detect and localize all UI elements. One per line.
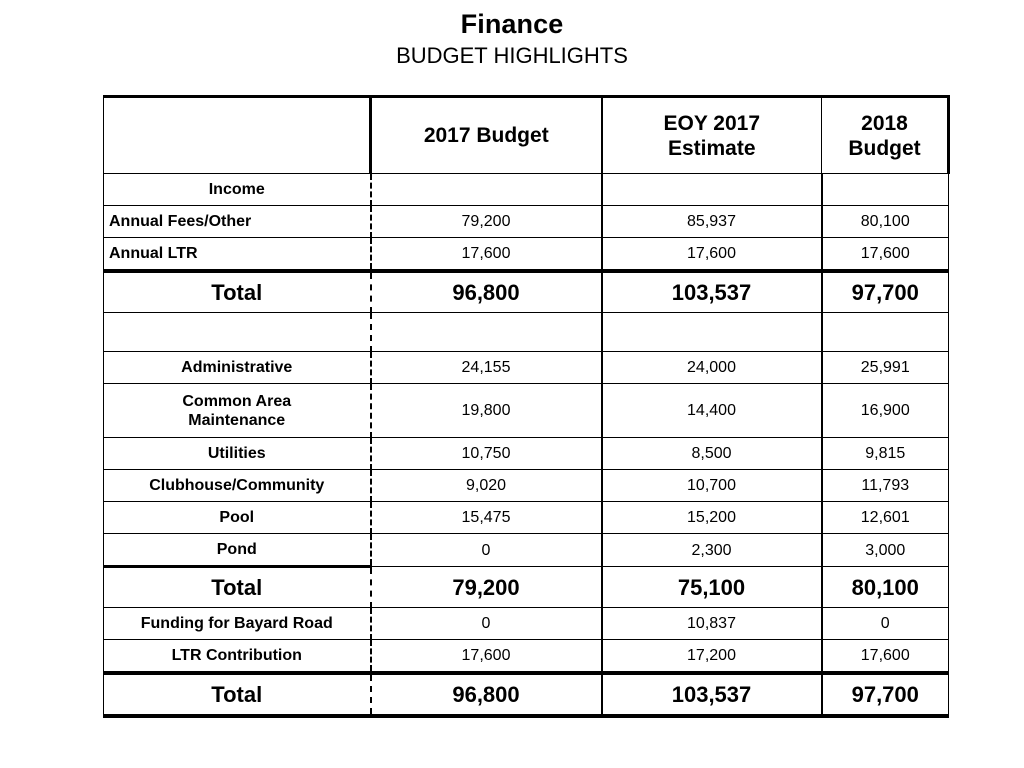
header-2018-line1: 2018: [861, 111, 908, 135]
cell-income-2017-budget: [371, 174, 602, 206]
cell-common-area-maintenance-2017-budget: 19,800: [371, 384, 602, 438]
page-title: Finance: [460, 9, 564, 39]
cell-funding-bayard-road-2018-budget: 0: [822, 608, 949, 640]
row-label-common-area-line2: Maintenance: [188, 411, 286, 429]
cell-utilities-2018-budget: 9,815: [822, 438, 949, 470]
cell-utilities-eoy-estimate: 8,500: [602, 438, 822, 470]
row-label-grand-total: Total: [104, 673, 371, 716]
cell-grand-total-eoy-estimate: 103,537: [602, 673, 822, 716]
header-2018-line2: Budget: [848, 136, 921, 160]
table-row-pond: [104, 534, 949, 567]
header-cell-corner: [104, 97, 371, 174]
cell-annual-fees-other-2018-budget: 80,100: [822, 206, 949, 238]
table-row-income-total: [104, 271, 949, 313]
row-label-administrative: Administrative: [104, 352, 371, 384]
table-header: [104, 97, 949, 174]
row-label-spacer: [104, 313, 371, 352]
cell-income-total-2017-budget: 96,800: [371, 271, 602, 313]
row-label-funding-bayard-road: Funding for Bayard Road: [104, 608, 371, 640]
cell-annual-ltr-2018-budget: 17,600: [822, 238, 949, 272]
header-cell-eoy-2017-estimate: [602, 97, 822, 174]
row-label-ltr-contribution: LTR Contribution: [104, 640, 371, 674]
cell-common-area-maintenance-eoy-estimate: 14,400: [602, 384, 822, 438]
table-body: [104, 174, 949, 717]
cell-income-eoy-estimate: [602, 174, 822, 206]
row-label-clubhouse-community: Clubhouse/Community: [104, 470, 371, 502]
cell-income-total-eoy-estimate: 103,537: [602, 271, 822, 313]
row-label-utilities: Utilities: [104, 438, 371, 470]
header-cell-2018-budget: [822, 97, 949, 174]
row-label-annual-fees-other: Annual Fees/Other: [104, 206, 371, 238]
cell-clubhouse-community-eoy-estimate: 10,700: [602, 470, 822, 502]
row-label-annual-ltr: Annual LTR: [104, 238, 371, 272]
cell-pool-eoy-estimate: 15,200: [602, 502, 822, 534]
cell-annual-ltr-2017-budget: 17,600: [371, 238, 602, 272]
cell-administrative-2017-budget: 24,155: [371, 352, 602, 384]
cell-funding-bayard-road-2017-budget: 0: [371, 608, 602, 640]
cell-annual-ltr-eoy-estimate: 17,600: [602, 238, 822, 272]
row-label-income: Income: [104, 174, 371, 206]
cell-expense-total-2017-budget: 79,200: [371, 567, 602, 608]
cell-ltr-contribution-eoy-estimate: 17,200: [602, 640, 822, 674]
cell-grand-total-2017-budget: 96,800: [371, 673, 602, 716]
cell-clubhouse-community-2018-budget: 11,793: [822, 470, 949, 502]
table-row-expense-total: [104, 567, 949, 608]
row-label-pool: Pool: [104, 502, 371, 534]
table-row-administrative: [104, 352, 949, 384]
cell-expense-total-eoy-estimate: 75,100: [602, 567, 822, 608]
table-header-row: [104, 97, 949, 174]
cell-clubhouse-community-2017-budget: 9,020: [371, 470, 602, 502]
table-row-common-area-maintenance: [104, 384, 949, 438]
table-row-funding-bayard-road: [104, 608, 949, 640]
cell-pond-eoy-estimate: 2,300: [602, 534, 822, 567]
header-eoy-line2: Estimate: [667, 136, 756, 160]
table-row-grand-total: [104, 673, 949, 716]
cell-income-total-2018-budget: 97,700: [822, 271, 949, 313]
slide-title-block: [0, 0, 1024, 70]
cell-administrative-2018-budget: 25,991: [822, 352, 949, 384]
cell-ltr-contribution-2018-budget: 17,600: [822, 640, 949, 674]
cell-grand-total-2018-budget: 97,700: [822, 673, 949, 716]
cell-ltr-contribution-2017-budget: 17,600: [371, 640, 602, 674]
cell-pond-2017-budget: 0: [371, 534, 602, 567]
table-row-income: [104, 174, 949, 206]
cell-pool-2018-budget: 12,601: [822, 502, 949, 534]
page-subtitle: BUDGET HIGHLIGHTS: [396, 43, 628, 68]
cell-spacer-2017-budget: [371, 313, 602, 352]
cell-utilities-2017-budget: 10,750: [371, 438, 602, 470]
table-row-clubhouse-community: [104, 470, 949, 502]
budget-table-container: [103, 95, 948, 718]
cell-pond-2018-budget: 3,000: [822, 534, 949, 567]
cell-spacer-eoy-estimate: [602, 313, 822, 352]
cell-administrative-eoy-estimate: 24,000: [602, 352, 822, 384]
row-label-expense-total: Total: [104, 567, 371, 608]
budget-table: [103, 95, 950, 718]
header-cell-2017-budget: 2017 Budget: [371, 97, 602, 174]
row-label-pond: Pond: [104, 534, 371, 567]
cell-annual-fees-other-2017-budget: 79,200: [371, 206, 602, 238]
table-row-annual-ltr: [104, 238, 949, 272]
table-row-utilities: [104, 438, 949, 470]
row-label-income-total: Total: [104, 271, 371, 313]
table-row-spacer: [104, 313, 949, 352]
header-eoy-line1: EOY 2017: [663, 111, 761, 135]
table-row-pool: [104, 502, 949, 534]
cell-income-2018-budget: [822, 174, 949, 206]
row-label-common-area-maintenance: [104, 384, 371, 438]
table-row-annual-fees-other: [104, 206, 949, 238]
cell-common-area-maintenance-2018-budget: 16,900: [822, 384, 949, 438]
table-row-ltr-contribution: [104, 640, 949, 674]
row-label-common-area-line1: Common Area: [182, 392, 292, 410]
cell-spacer-2018-budget: [822, 313, 949, 352]
cell-expense-total-2018-budget: 80,100: [822, 567, 949, 608]
cell-pool-2017-budget: 15,475: [371, 502, 602, 534]
cell-annual-fees-other-eoy-estimate: 85,937: [602, 206, 822, 238]
cell-funding-bayard-road-eoy-estimate: 10,837: [602, 608, 822, 640]
